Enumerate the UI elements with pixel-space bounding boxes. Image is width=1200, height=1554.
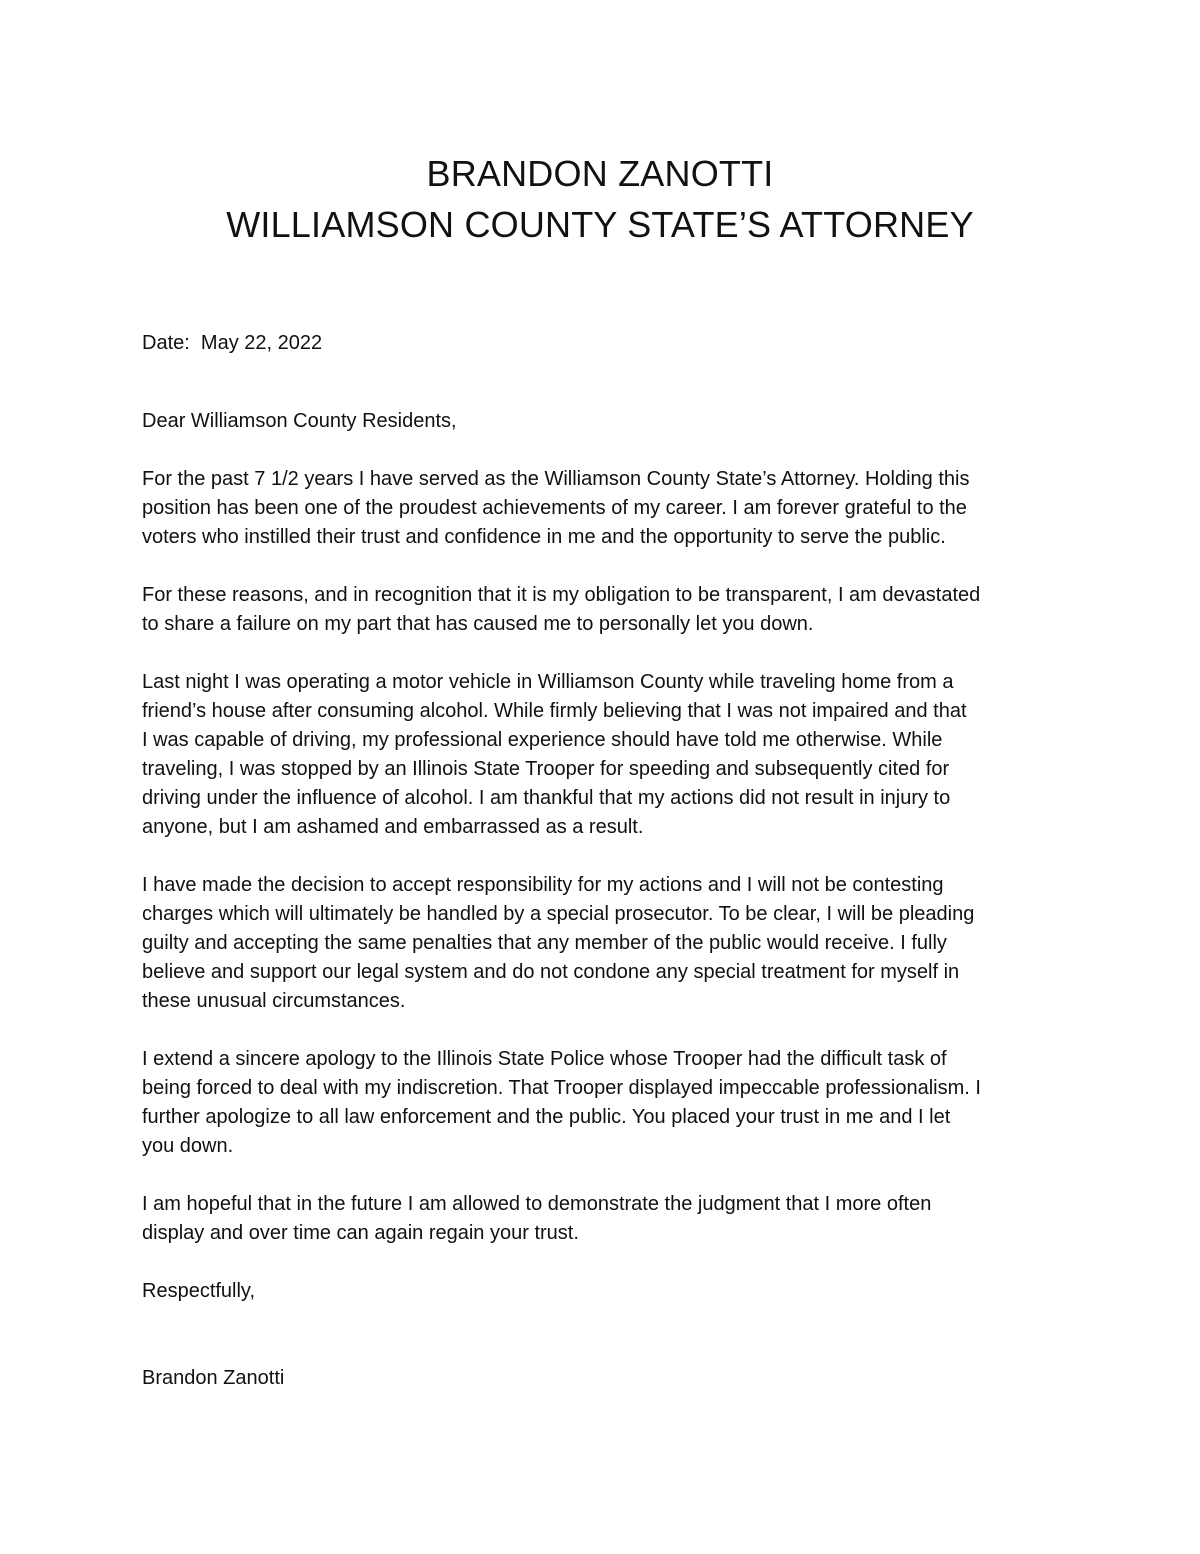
paragraph-6	[142, 1190, 1072, 1248]
paragraph-5	[142, 1045, 1072, 1161]
paragraph-line: traveling, I was stopped by an Illinois State Trooper for speeding and subsequently cited for	[142, 758, 950, 780]
letter-closing: Respectfully,	[142, 1280, 256, 1302]
paragraph-3	[142, 668, 1072, 842]
letter-body	[142, 329, 1072, 1393]
paragraph-line: I extend a sincere apology to the Illinois State Police whose Trooper had the difficult task of	[142, 1048, 947, 1070]
letterhead-name: BRANDON ZANOTTI	[426, 153, 774, 194]
paragraph-line: you down.	[142, 1135, 234, 1157]
paragraph-line: these unusual circumstances.	[142, 990, 406, 1012]
paragraph-line: position has been one of the proudest achievements of my career. I am forever grateful to the	[142, 497, 967, 519]
paragraph-line: guilty and accepting the same penalties that any member of the public would receive. I fully	[142, 932, 947, 954]
paragraph-line: For these reasons, and in recognition that it is my obligation to be transparent, I am devastated	[142, 584, 981, 606]
paragraph-line: For the past 7 1/2 years I have served as the Williamson County State’s Attorney. Holding this	[142, 468, 970, 490]
letter-date: Date: May 22, 2022	[142, 332, 323, 354]
letterhead	[0, 148, 1200, 250]
paragraph-line: I was capable of driving, my professional experience should have told me otherwise. While	[142, 729, 943, 751]
paragraph-line: further apologize to all law enforcement and the public. You placed your trust in me and I let	[142, 1106, 951, 1128]
paragraph-line: believe and support our legal system and do not condone any special treatment for myself in	[142, 961, 960, 983]
paragraph-line: charges which will ultimately be handled by a special prosecutor. To be clear, I will be pleading	[142, 903, 975, 925]
letterhead-title: WILLIAMSON COUNTY STATE’S ATTORNEY	[226, 204, 974, 245]
paragraph-line: friend’s house after consuming alcohol. While firmly believing that I was not impaired and that	[142, 700, 967, 722]
paragraph-line: I am hopeful that in the future I am allowed to demonstrate the judgment that I more often	[142, 1193, 932, 1215]
paragraph-1	[142, 465, 1072, 552]
letter-salutation: Dear Williamson County Residents,	[142, 410, 457, 432]
paragraph-line: voters who instilled their trust and confidence in me and the opportunity to serve the public.	[142, 526, 946, 548]
letter-signature: Brandon Zanotti	[142, 1367, 285, 1389]
paragraph-line: being forced to deal with my indiscretion. That Trooper displayed impeccable professionalism. I	[142, 1077, 981, 1099]
paragraph-line: display and over time can again regain your trust.	[142, 1222, 579, 1244]
paragraph-line: I have made the decision to accept responsibility for my actions and I will not be contesting	[142, 874, 944, 896]
paragraph-line: driving under the influence of alcohol. I am thankful that my actions did not result in injury to	[142, 787, 951, 809]
paragraph-line: to share a failure on my part that has caused me to personally let you down.	[142, 613, 814, 635]
paragraph-line: anyone, but I am ashamed and embarrassed as a result.	[142, 816, 644, 838]
paragraph-4	[142, 871, 1072, 1016]
paragraph-line: Last night I was operating a motor vehicle in Williamson County while traveling home from a	[142, 671, 954, 693]
paragraph-2	[142, 581, 1072, 639]
